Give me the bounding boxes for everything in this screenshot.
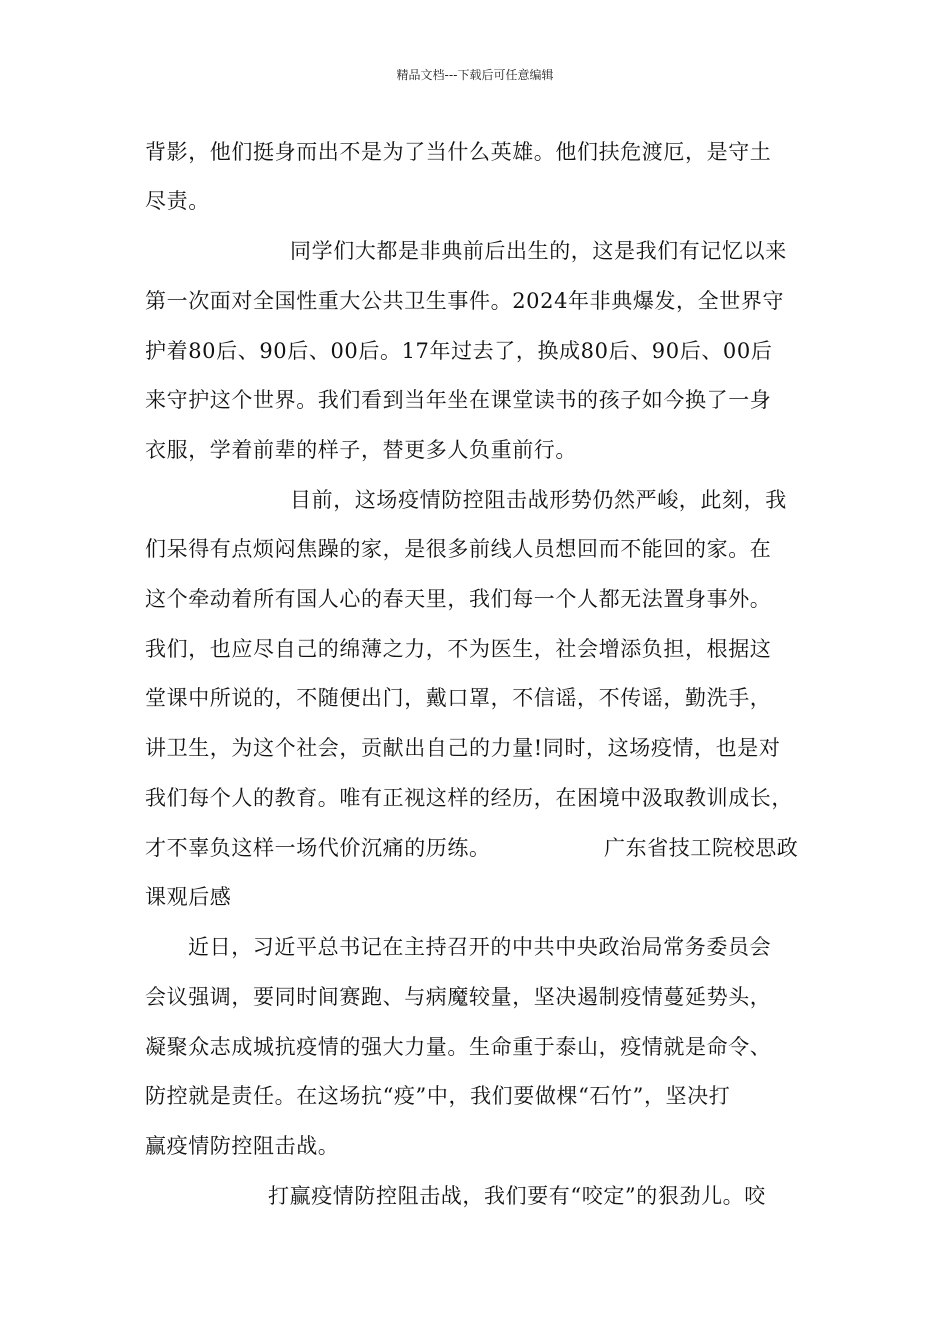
text-line-18: 凝聚众志成城抗疫情的强大力量。生命重于泰山，疫情就是命令、 [145, 1035, 772, 1059]
text-line-12: 堂课中所说的，不随便出门，戴口罩，不信谣，不传谣，勤洗手， [145, 686, 772, 710]
text-line-4: 第一次面对全国性重大公共卫生事件。2024年非典爆发，全世界守 [145, 289, 785, 313]
text-line-5: 护着80后、90后、00后。17年过去了，换成80后、90后、00后 [145, 339, 773, 363]
text-line-2: 尽责。 [145, 189, 210, 213]
text-line-1: 背影，他们挺身而出不是为了当什么英雄。他们扶危渡厄，是守土 [145, 140, 772, 164]
text-line-13: 讲卫生，为这个社会，贡献出自己的力量!同时，这场疫情，也是对 [145, 736, 781, 760]
text-line-21: 打赢疫情防控阻击战，我们要有“咬定”的狠劲儿。咬 [268, 1184, 766, 1208]
text-line-7: 衣服，学着前辈的样子，替更多人负重前行。 [145, 438, 577, 462]
article-title-line-2: 课观后感 [145, 885, 232, 909]
text-line-15: 才不辜负这样一场代价沉痛的历练。 [145, 836, 491, 860]
text-line-8: 目前，这场疫情防控阻击战形势仍然严峻，此刻，我 [290, 488, 787, 512]
page-header: 精品文档---下载后可任意编辑 [396, 68, 554, 82]
text-line-3: 同学们大都是非典前后出生的，这是我们有记忆以来 [290, 239, 787, 263]
text-line-9: 们呆得有点烦闷焦躁的家，是很多前线人员想回而不能回的家。在 [145, 537, 772, 561]
text-line-19: 防控就是责任。在这场抗“疫”中，我们要做棵“石竹”，坚决打 [145, 1084, 731, 1108]
text-line-10: 这个牵动着所有国人心的春天里，我们每一个人都无法置身事外。 [145, 587, 772, 611]
text-line-11: 我们，也应尽自己的绵薄之力，不为医生，社会增添负担，根据这 [145, 637, 772, 661]
text-line-16: 近日，习近平总书记在主持召开的中共中央政治局常务委员会 [188, 935, 772, 959]
text-line-14: 我们每个人的教育。唯有正视这样的经历，在困境中汲取教训成长， [145, 786, 793, 810]
article-title-line-1: 广东省技工院校思政 [604, 836, 799, 860]
text-line-20: 赢疫情防控阻击战。 [145, 1134, 340, 1158]
text-line-17: 会议强调，要同时间赛跑、与病魔较量，坚决遏制疫情蔓延势头， [145, 985, 772, 1009]
text-line-6: 来守护这个世界。我们看到当年坐在课堂读书的孩子如今换了一身 [145, 388, 772, 412]
